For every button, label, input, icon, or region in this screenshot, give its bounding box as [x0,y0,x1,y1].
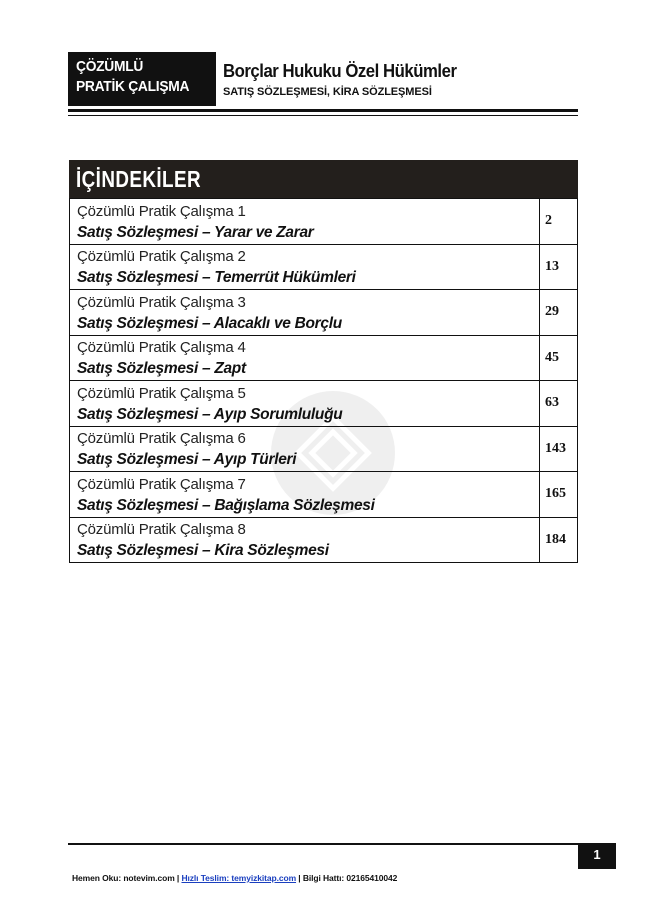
toc-row[interactable] [70,517,578,563]
toc-entry-text [70,290,540,336]
footer-read-link[interactable]: Hemen Oku: notevim.com [72,873,175,883]
footer-info [72,873,397,883]
toc-entry-text [70,335,540,381]
toc-page-number: 165 [540,472,578,518]
toc-page-number: 143 [540,426,578,472]
header-rule-thick [68,109,578,112]
toc-page-number: 2 [540,199,578,245]
toc-row[interactable] [70,472,578,518]
toc-page-number: 63 [540,381,578,427]
toc-entry-text [70,199,540,245]
toc-row[interactable] [70,381,578,427]
toc-entry-text [70,244,540,290]
toc-entry-label: Çözümlü Pratik Çalışma 2 [77,248,246,266]
toc-entry-title: Satış Sözleşmesi – Alacaklı ve Borçlu [77,314,342,332]
toc-entry-text [70,517,540,563]
toc-row[interactable] [70,426,578,472]
toc-heading [69,160,578,198]
header-rule-thin [68,115,578,116]
toc-row[interactable] [70,244,578,290]
toc-entry-label: Çözümlü Pratik Çalışma 1 [77,202,246,220]
table-of-contents [69,160,578,563]
toc-row[interactable] [70,335,578,381]
toc-page-number: 45 [540,335,578,381]
toc-entry-title: Satış Sözleşmesi – Kira Sözleşmesi [77,542,329,560]
footer-delivery-link[interactable]: Hızlı Teslim: temyizkitap.com [181,873,297,883]
toc-entry-label: Çözümlü Pratik Çalışma 8 [77,521,246,539]
toc-entry-title: Satış Sözleşmesi – Ayıp Sorumluluğu [77,405,343,423]
toc-entry-label: Çözümlü Pratik Çalışma 5 [77,384,246,402]
toc-entry-text [70,426,540,472]
badge-line-2: PRATİK ÇALIŞMA [76,78,190,95]
toc-entry-title: Satış Sözleşmesi – Temerrüt Hükümleri [77,269,356,287]
toc-table [69,198,578,563]
toc-entry-text [70,472,540,518]
toc-entry-label: Çözümlü Pratik Çalışma 7 [77,475,246,493]
toc-entry-title: Satış Sözleşmesi – Bağışlama Sözleşmesi [77,496,375,514]
toc-entry-label: Çözümlü Pratik Çalışma 6 [77,430,246,448]
toc-page-number: 13 [540,244,578,290]
book-subtitle: SATIŞ SÖZLEŞMESİ, KİRA SÖZLEŞMESİ [223,86,432,98]
toc-heading-text: İÇİNDEKİLER [76,166,202,192]
toc-entry-label: Çözümlü Pratik Çalışma 3 [77,293,246,311]
series-badge [68,52,216,106]
toc-page-number: 29 [540,290,578,336]
badge-line-1: ÇÖZÜMLÜ [76,58,144,75]
toc-entry-text [70,381,540,427]
footer-hotline: Bilgi Hattı: 02165410042 [302,873,398,883]
book-title: Borçlar Hukuku Özel Hükümler [223,61,457,81]
toc-row[interactable] [70,199,578,245]
footer-separator: | [174,873,182,883]
toc-page-number: 184 [540,517,578,563]
footer-rule [68,843,578,845]
footer-separator: | [296,873,303,883]
page-number: 1 [578,843,616,869]
page-header [68,52,578,106]
toc-entry-title: Satış Sözleşmesi – Yarar ve Zarar [77,223,314,241]
toc-row[interactable] [70,290,578,336]
toc-entry-label: Çözümlü Pratik Çalışma 4 [77,339,246,357]
toc-entry-title: Satış Sözleşmesi – Ayıp Türleri [77,451,297,469]
toc-entry-title: Satış Sözleşmesi – Zapt [77,360,246,378]
